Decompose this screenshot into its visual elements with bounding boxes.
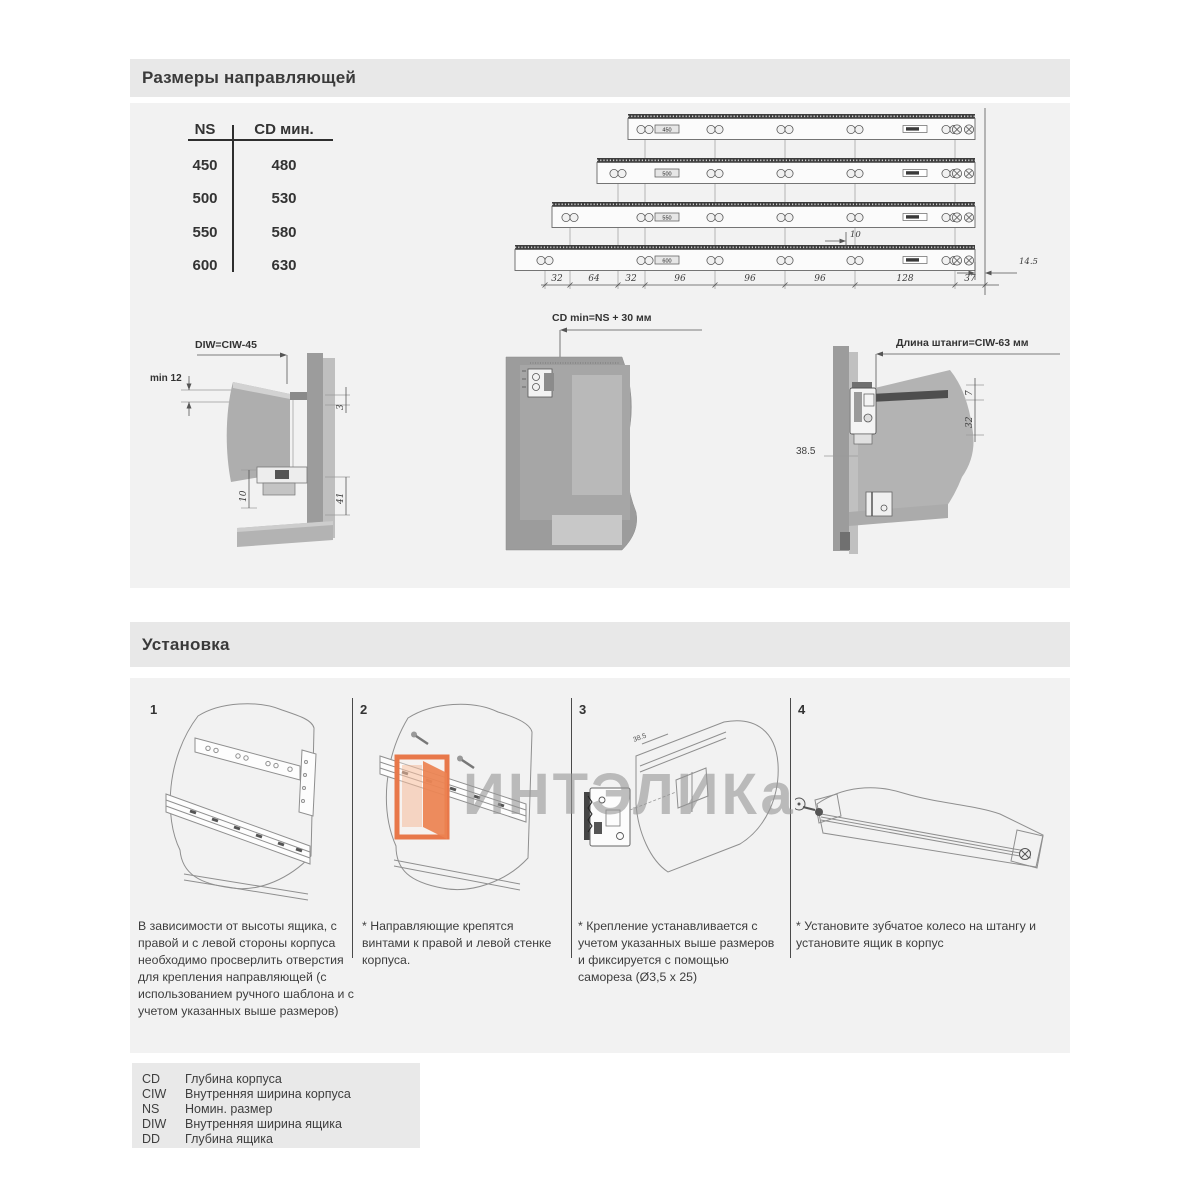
dim-label: 14.5	[1019, 257, 1038, 267]
gear-mechanism	[850, 382, 876, 444]
table-horizontal-rule	[188, 139, 333, 141]
table-cell: 600	[192, 257, 218, 274]
dim-label: 38.5	[632, 732, 648, 744]
rail-600	[515, 245, 975, 271]
dim-label: 96	[744, 274, 756, 284]
table-cell: 480	[271, 157, 297, 174]
step1-drawing	[140, 698, 350, 903]
step3-drawing	[576, 692, 788, 907]
legend-desc: Глубина корпуса	[185, 1072, 282, 1086]
dim-label: 10	[850, 230, 861, 240]
rails-dimension-chain	[541, 274, 999, 288]
dim-label-cdmin: CD min=NS + 30 мм	[552, 312, 652, 324]
legend-abbr: CIW	[142, 1087, 167, 1101]
table-cell: 580	[271, 224, 297, 241]
table-cell: 630	[271, 257, 297, 274]
dim-label: 37	[964, 274, 976, 284]
table-cell: 450	[192, 157, 218, 174]
cabinet-side-panel	[833, 346, 849, 551]
legend-desc: Глубина ящика	[185, 1132, 273, 1146]
step1-text: В зависимости от высоты ящика, с правой и с левой стороны корпуса необходимо просверлить отверстия для крепления направляющей (с использованием ручного шаблона и с учетом указанных выше размеров)	[138, 919, 354, 1018]
step-number-2: 2	[360, 702, 368, 717]
legend-desc: Номин. размер	[185, 1102, 273, 1116]
section-install-title: Установка	[142, 634, 230, 654]
dim-label-diw: DIW=CIW-45	[195, 339, 257, 351]
dim-label: 10	[239, 490, 249, 502]
dim-label-rod: Длина штанги=CIW-63 мм	[896, 337, 1029, 349]
legend-abbr: NS	[142, 1102, 160, 1116]
table-cell: 550	[192, 224, 218, 241]
legend-row	[142, 1102, 420, 1117]
rail-size-label: 500	[662, 171, 672, 178]
step-divider	[571, 698, 572, 958]
dim-label: 32	[965, 416, 975, 428]
rail-500	[597, 158, 975, 184]
screw	[457, 756, 474, 769]
rails-drawing	[505, 105, 1050, 305]
legend-row	[142, 1132, 420, 1147]
legend-desc: Внутренняя ширина ящика	[185, 1117, 342, 1131]
legend-abbr: DD	[142, 1132, 161, 1146]
table-cell: 500	[192, 190, 218, 207]
legend-row	[142, 1087, 420, 1102]
view-drawer-width	[145, 332, 370, 564]
dim-label: 41	[336, 492, 346, 504]
dim-label: 3	[336, 404, 346, 410]
gear-wheel	[795, 798, 823, 816]
screw	[411, 732, 428, 745]
section-dimensions-title: Размеры направляющей	[142, 68, 357, 87]
dim-label: 96	[674, 274, 686, 284]
rail-size-label: 450	[662, 127, 672, 134]
cabinet-side-panel	[307, 353, 323, 533]
dim-label: 38.5	[796, 446, 816, 457]
step-divider	[790, 698, 791, 958]
rail-450	[628, 114, 975, 140]
legend-box	[132, 1063, 420, 1148]
dim-label: 96	[814, 274, 826, 284]
dim-label: 32	[625, 274, 637, 284]
step4-drawing	[795, 692, 1057, 907]
legend-desc: Внутренняя ширина корпуса	[185, 1087, 351, 1101]
dim-label: 32	[551, 274, 563, 284]
step3-text: * Крепление устанавливается с учетом указанных выше размеров и фиксируется с помощью самореза (Ø3,5 x 25)	[578, 919, 775, 984]
legend-abbr: CD	[142, 1072, 161, 1086]
step-number-3: 3	[579, 702, 587, 717]
rail-size-label: 550	[662, 215, 672, 222]
gear-wheel	[1020, 849, 1031, 860]
vertical-template	[299, 750, 316, 816]
table-header-cd: CD мин.	[254, 121, 314, 138]
legend-row	[142, 1072, 420, 1087]
dim-label: 128	[896, 274, 914, 284]
section-install-header	[130, 622, 1070, 667]
table-cell: 530	[271, 190, 297, 207]
mount-bracket	[584, 788, 630, 846]
step2-drawing	[358, 698, 568, 903]
watermark-text: ИНТЭЛИКа	[463, 762, 796, 827]
view-rod-length	[788, 332, 1068, 567]
section-dimensions-header	[130, 59, 1070, 97]
step2-text: * Направляющие крепятся винтами к правой и левой стенке корпуса.	[362, 919, 552, 967]
legend-row	[142, 1117, 420, 1132]
table-header-ns: NS	[194, 121, 216, 138]
rail-550	[552, 202, 975, 228]
step-number-1: 1	[150, 702, 158, 717]
dim-label-min12: min 12	[150, 373, 182, 384]
rail-size-label: 600	[662, 258, 672, 265]
dim-label: 64	[588, 274, 600, 284]
legend-abbr: DIW	[142, 1117, 167, 1131]
view-cabinet-depth	[492, 307, 727, 557]
step-number-4: 4	[798, 702, 806, 717]
step4-text: * Установите зубчатое колесо на штангу и установите ящик в корпус	[796, 919, 1037, 950]
dim-label: 7	[965, 390, 975, 396]
